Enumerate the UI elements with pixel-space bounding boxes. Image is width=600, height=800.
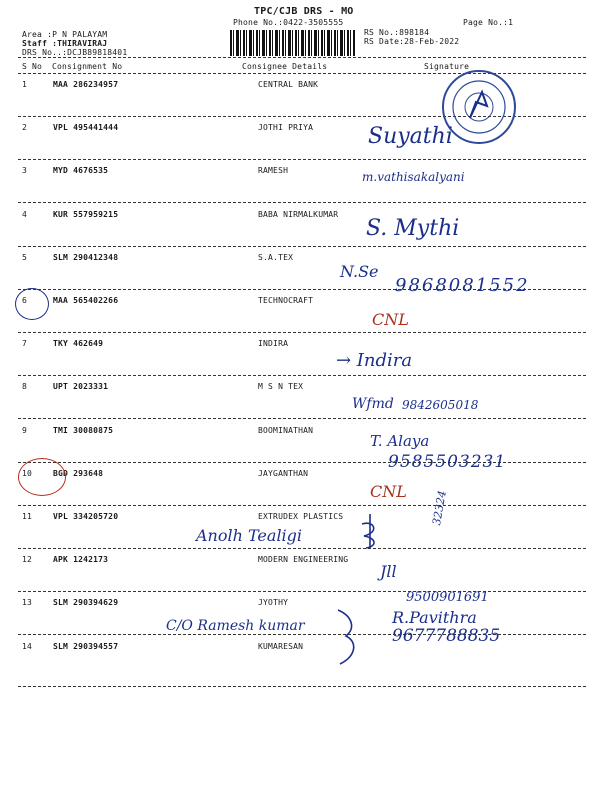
col-signature: Signature (424, 62, 470, 71)
signature-row-5: N.Se (340, 262, 379, 281)
row-divider (18, 686, 586, 687)
row-consignee-name: JYOTHY (258, 598, 289, 607)
phone-row-12: 9500901691 (406, 590, 489, 605)
drs-number: DRS No..:DCJB89818401 (22, 48, 128, 57)
phone-number: Phone No.:0422-3505555 (233, 18, 344, 27)
row-consignment-number: BGD 293648 (53, 469, 104, 478)
row-divider (18, 591, 586, 592)
row-consignee-name: BOOMINATHAN (258, 426, 314, 435)
row-divider (18, 548, 586, 549)
cancel-mark-row-10: CNL (370, 482, 407, 501)
row-serial-number: 4 (22, 210, 28, 219)
row-serial-number: 6 (22, 296, 28, 305)
signature-row-8: Wfmd (352, 396, 394, 412)
phone-row-5: 9868081552 (395, 275, 530, 296)
row-consignee-name: INDIRA (258, 339, 289, 348)
row-serial-number: 8 (22, 382, 28, 391)
row-divider (18, 634, 586, 635)
row-consignee-name: RAMESH (258, 166, 289, 175)
barcode (230, 30, 355, 56)
row-serial-number: 3 (22, 166, 28, 175)
row-serial-number: 7 (22, 339, 28, 348)
row-consignment-number: TKY 462649 (53, 339, 104, 348)
area-label: Area :P N PALAYAM (22, 30, 108, 39)
scribble-icon (356, 512, 384, 552)
row-divider (18, 505, 586, 506)
row-divider (18, 375, 586, 376)
circle-mark-row-10 (18, 458, 66, 496)
row-consignment-number: SLM 290412348 (53, 253, 119, 262)
row-consignee-name: EXTRUDEX PLASTICS (258, 512, 344, 521)
row-consignee-name: CENTRAL BANK (258, 80, 319, 89)
row-consignment-number: SLM 290394629 (53, 598, 119, 607)
row-consignee-name: TECHNOCRAFT (258, 296, 314, 305)
page-number: Page No.:1 (463, 18, 514, 27)
row-consignee-name: KUMARESAN (258, 642, 304, 651)
signature-row-9: T. Alaya (370, 432, 430, 450)
row-serial-number: 2 (22, 123, 28, 132)
cancel-mark-row-6: CNL (372, 310, 409, 329)
row-consignee-name: MODERN ENGINEERING (258, 555, 349, 564)
row-serial-number: 9 (22, 426, 28, 435)
row-consignment-number: UPT 2023331 (53, 382, 109, 391)
col-consignment: Consignment No (52, 62, 123, 71)
staff-label: Staff :THIRAVIRAJ (22, 39, 108, 48)
row-serial-number: 1 (22, 80, 28, 89)
signature-row-12: Jll (380, 562, 397, 581)
row-consignment-number: KUR 557959215 (53, 210, 119, 219)
col-sno: S No (22, 62, 43, 71)
receiver-name-row-11: Anolh Tealigi (196, 526, 303, 545)
row-consignee-name: S.A.TEX (258, 253, 294, 262)
number-row-11: 32324 (430, 489, 449, 527)
phone-row-9: 9585503231 (388, 452, 507, 472)
row-consignment-number: MAA 565402266 (53, 296, 119, 305)
row-consignment-number: VPL 495441444 (53, 123, 119, 132)
row-divider (18, 202, 586, 203)
phone-row-13: 9677788835 (392, 626, 501, 646)
brace-mark-icon (330, 606, 370, 668)
row-consignee-name: M S N TEX (258, 382, 304, 391)
row-divider (18, 159, 586, 160)
row-consignment-number: MYD 4676535 (53, 166, 109, 175)
rs-number: RS No.:898184 (364, 28, 430, 37)
row-serial-number: 12 (22, 555, 33, 564)
circle-mark-row-6 (15, 288, 49, 320)
signature-row-3: m.vathisakalyani (362, 170, 465, 184)
doc-title: TPC/CJB DRS - MO (254, 6, 354, 17)
signature-row-7: → Indira (336, 350, 413, 371)
row-consignment-number: VPL 334205720 (53, 512, 119, 521)
row-serial-number: 5 (22, 253, 28, 262)
row-consignment-number: SLM 290394557 (53, 642, 119, 651)
row-consignee-name: JAYGANTHAN (258, 469, 309, 478)
row-serial-number: 11 (22, 512, 33, 521)
row-serial-number: 13 (22, 598, 33, 607)
row-consignment-number: MAA 286234957 (53, 80, 119, 89)
row-serial-number: 14 (22, 642, 33, 651)
row-consignment-number: TMI 30080875 (53, 426, 114, 435)
signature-row-4: S. Mythi (366, 216, 460, 241)
row-consignee-name: JOTHI PRIYA (258, 123, 314, 132)
signature-row-2: Suyathi (368, 124, 453, 149)
row-divider (18, 332, 586, 333)
row-divider (18, 418, 586, 419)
divider (18, 57, 586, 58)
row-divider (18, 246, 586, 247)
care-of-note-row-13: C/O Ramesh kumar (166, 618, 305, 634)
receiver-name-row-13: R.Pavithra (392, 608, 477, 627)
phone-row-8: 9842605018 (402, 398, 479, 412)
row-consignee-name: BABA NIRMALKUMAR (258, 210, 339, 219)
row-consignment-number: APK 1242173 (53, 555, 109, 564)
rs-date: RS Date:28-Feb-2022 (364, 37, 460, 46)
row-serial-number: 10 (22, 469, 33, 478)
col-consignee: Consignee Details (242, 62, 328, 71)
